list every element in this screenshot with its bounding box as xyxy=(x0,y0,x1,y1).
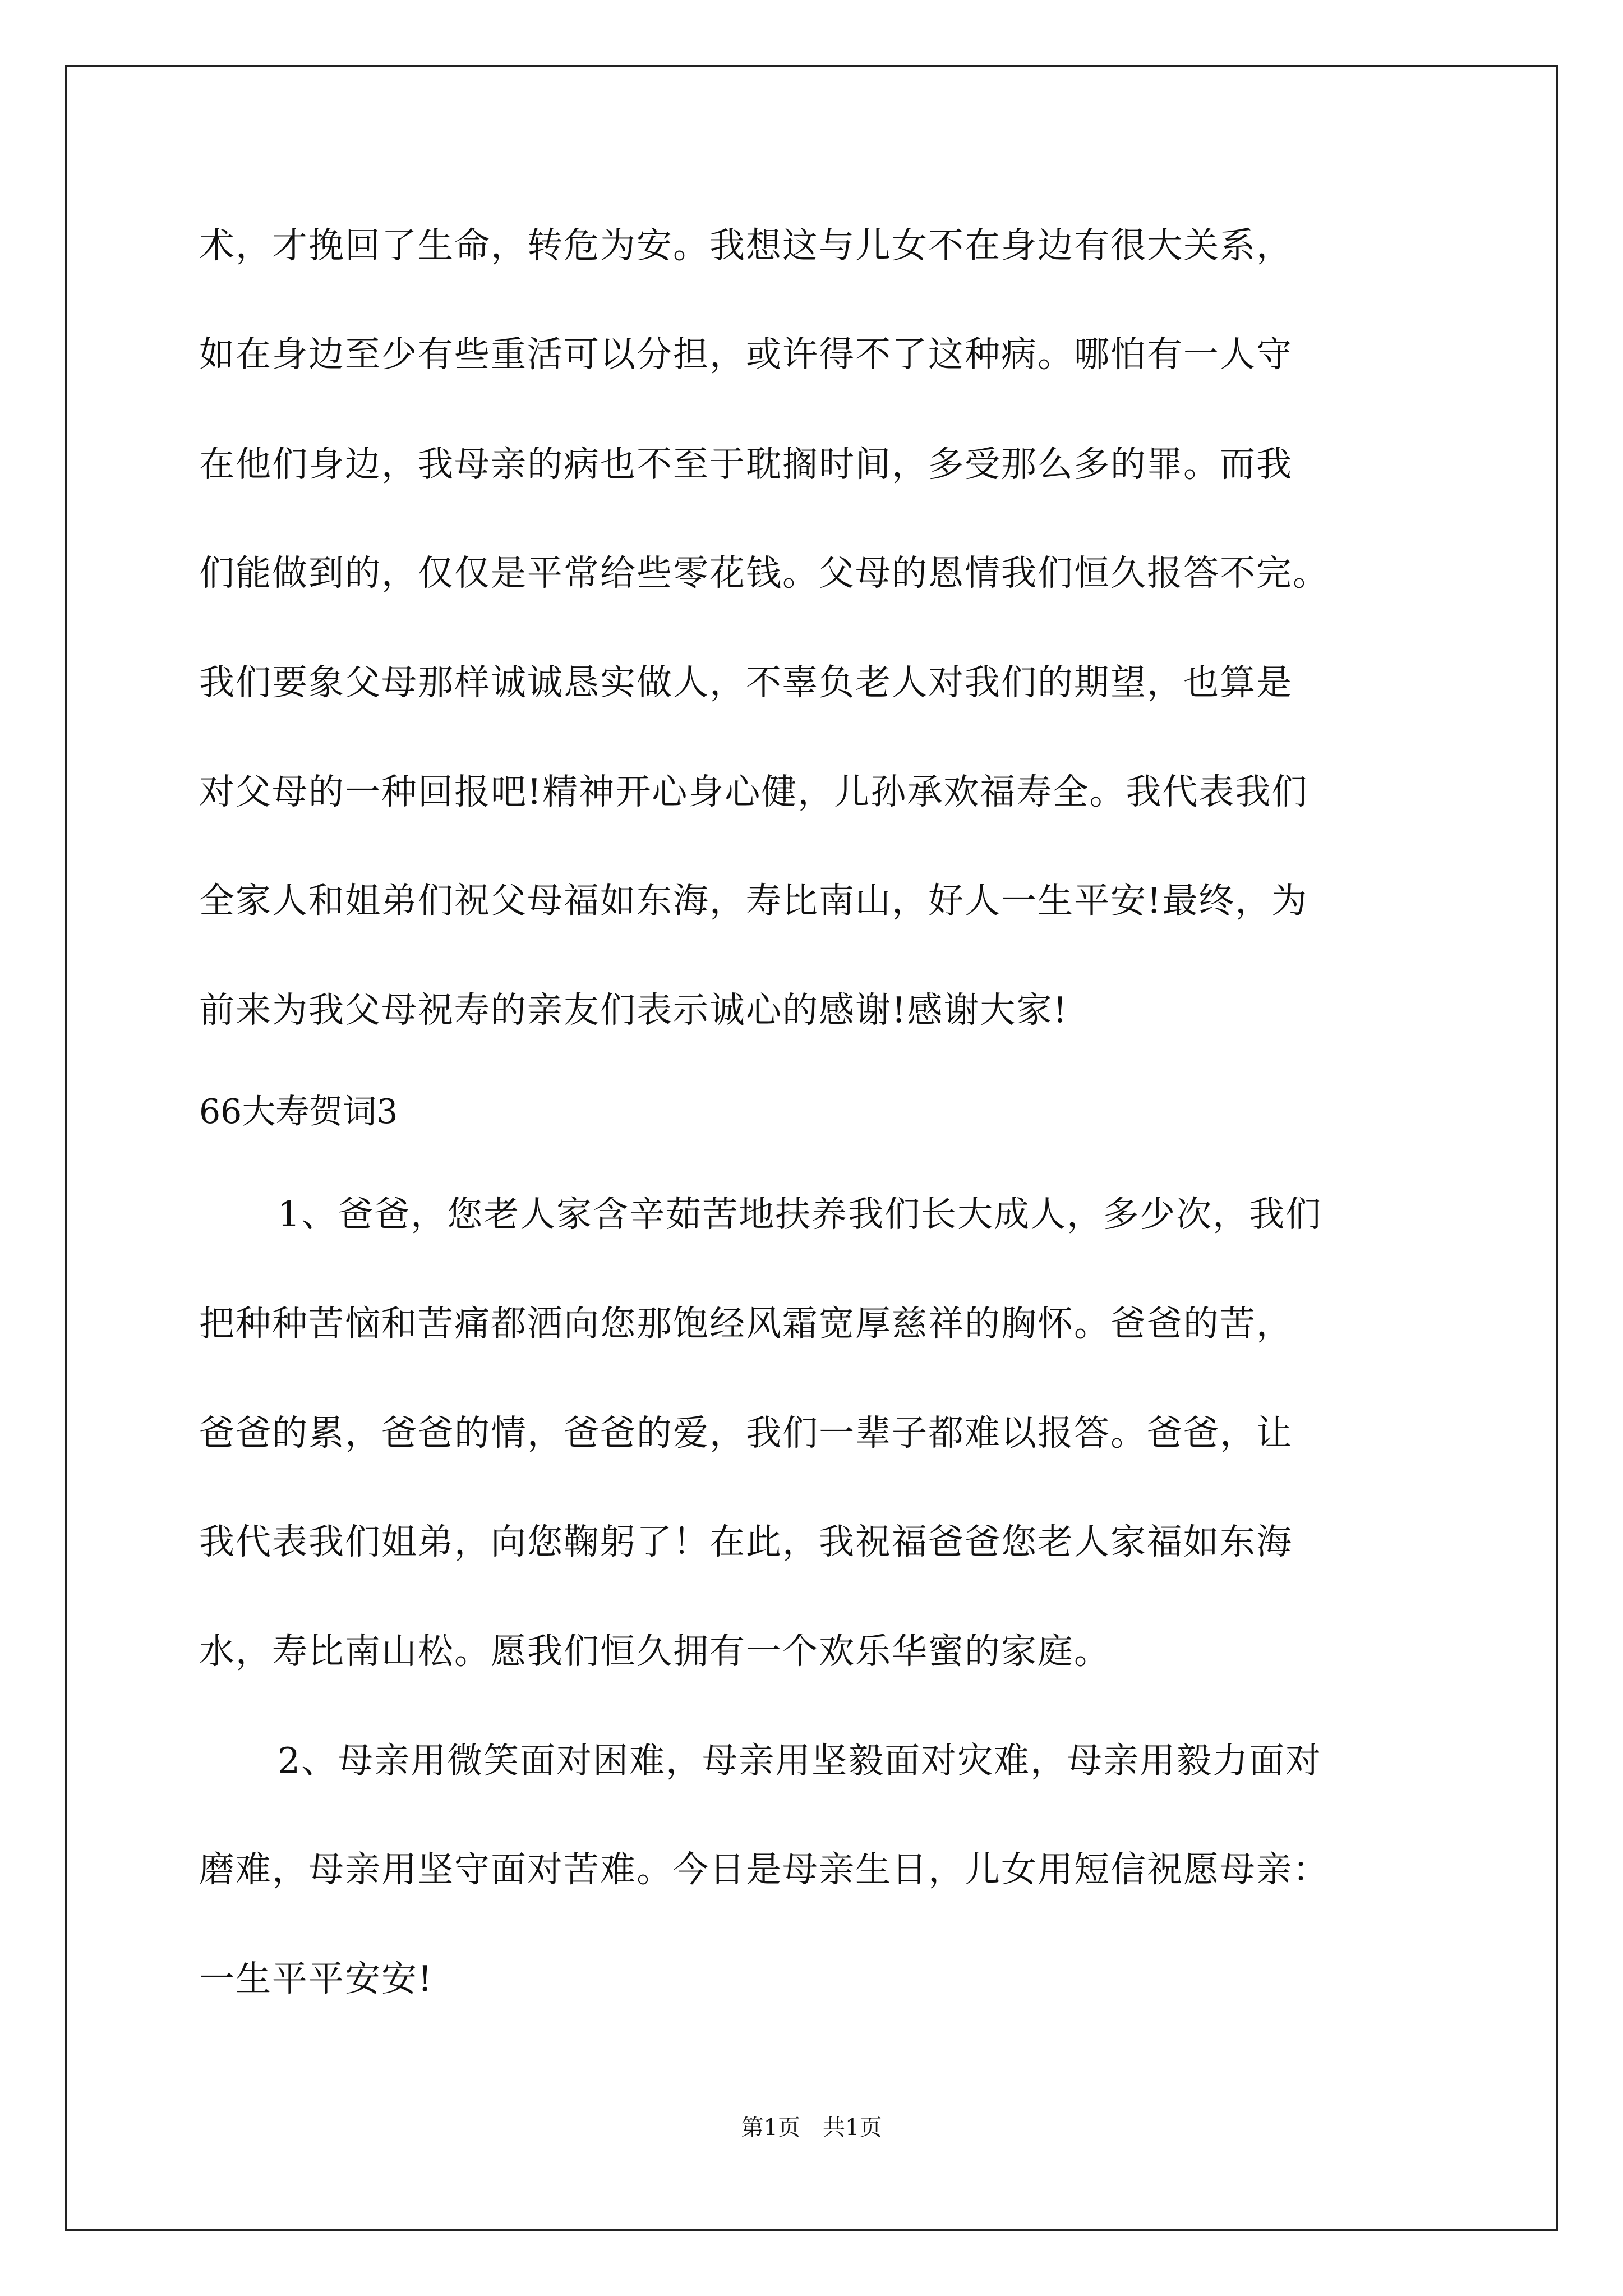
body-line: 1、爸爸，您老人家含辛茹苦地扶养我们长大成人，多少次，我们 xyxy=(278,1194,1322,1235)
body-line: 前来为我父母祝寿的亲友们表示诚心的感谢!感谢大家! xyxy=(199,990,1068,1030)
body-line: 水，寿比南山松。愿我们恒久拥有一个欢乐华蜜的家庭。 xyxy=(199,1631,1110,1672)
body-line: 把种种苦恼和苦痛都洒向您那饱经风霜宽厚慈祥的胸怀。爸爸的苦， xyxy=(199,1303,1293,1344)
body-line: 爸爸的累，爸爸的情，爸爸的爱，我们一辈子都难以报答。爸爸，让 xyxy=(199,1412,1293,1453)
body-line: 磨难，母亲用坚守面对苦难。今日是母亲生日，儿女用短信祝愿母亲： xyxy=(199,1849,1329,1890)
body-line: 术，才挽回了生命，转危为安。我想这与儿女不在身边有很大关系， xyxy=(199,225,1293,266)
body-line: 我代表我们姐弟，向您鞠躬了！在此，我祝福爸爸您老人家福如东海 xyxy=(199,1521,1293,1562)
body-line: 全家人和姐弟们祝父母福如东海，寿比南山，好人一生平安!最终，为 xyxy=(199,880,1308,921)
section-heading: 66大寿贺词3 xyxy=(199,1092,398,1131)
body-line: 在他们身边，我母亲的病也不至于耽搁时间，多受那么多的罪。而我 xyxy=(199,444,1293,485)
body-line: 我们要象父母那样诚诚恳实做人，不辜负老人对我们的期望，也算是 xyxy=(199,662,1293,703)
page-total: 共1页 xyxy=(823,2115,882,2141)
body-line: 对父母的一种回报吧!精神开心身心健，儿孙承欢福寿全。我代表我们 xyxy=(199,771,1308,812)
page-number: 第1页 xyxy=(741,2115,800,2141)
body-line: 2、母亲用微笑面对困难，母亲用坚毅面对灾难，母亲用毅力面对 xyxy=(278,1740,1322,1781)
page-border xyxy=(65,65,1558,2231)
body-line: 们能做到的，仅仅是平常给些零花钱。父母的恩情我们恒久报答不完。 xyxy=(199,553,1329,593)
body-line: 如在身边至少有些重活可以分担，或许得不了这种病。哪怕有一人守 xyxy=(199,334,1293,375)
page-footer xyxy=(0,2114,1623,2142)
body-line: 一生平平安安! xyxy=(199,1958,434,1999)
